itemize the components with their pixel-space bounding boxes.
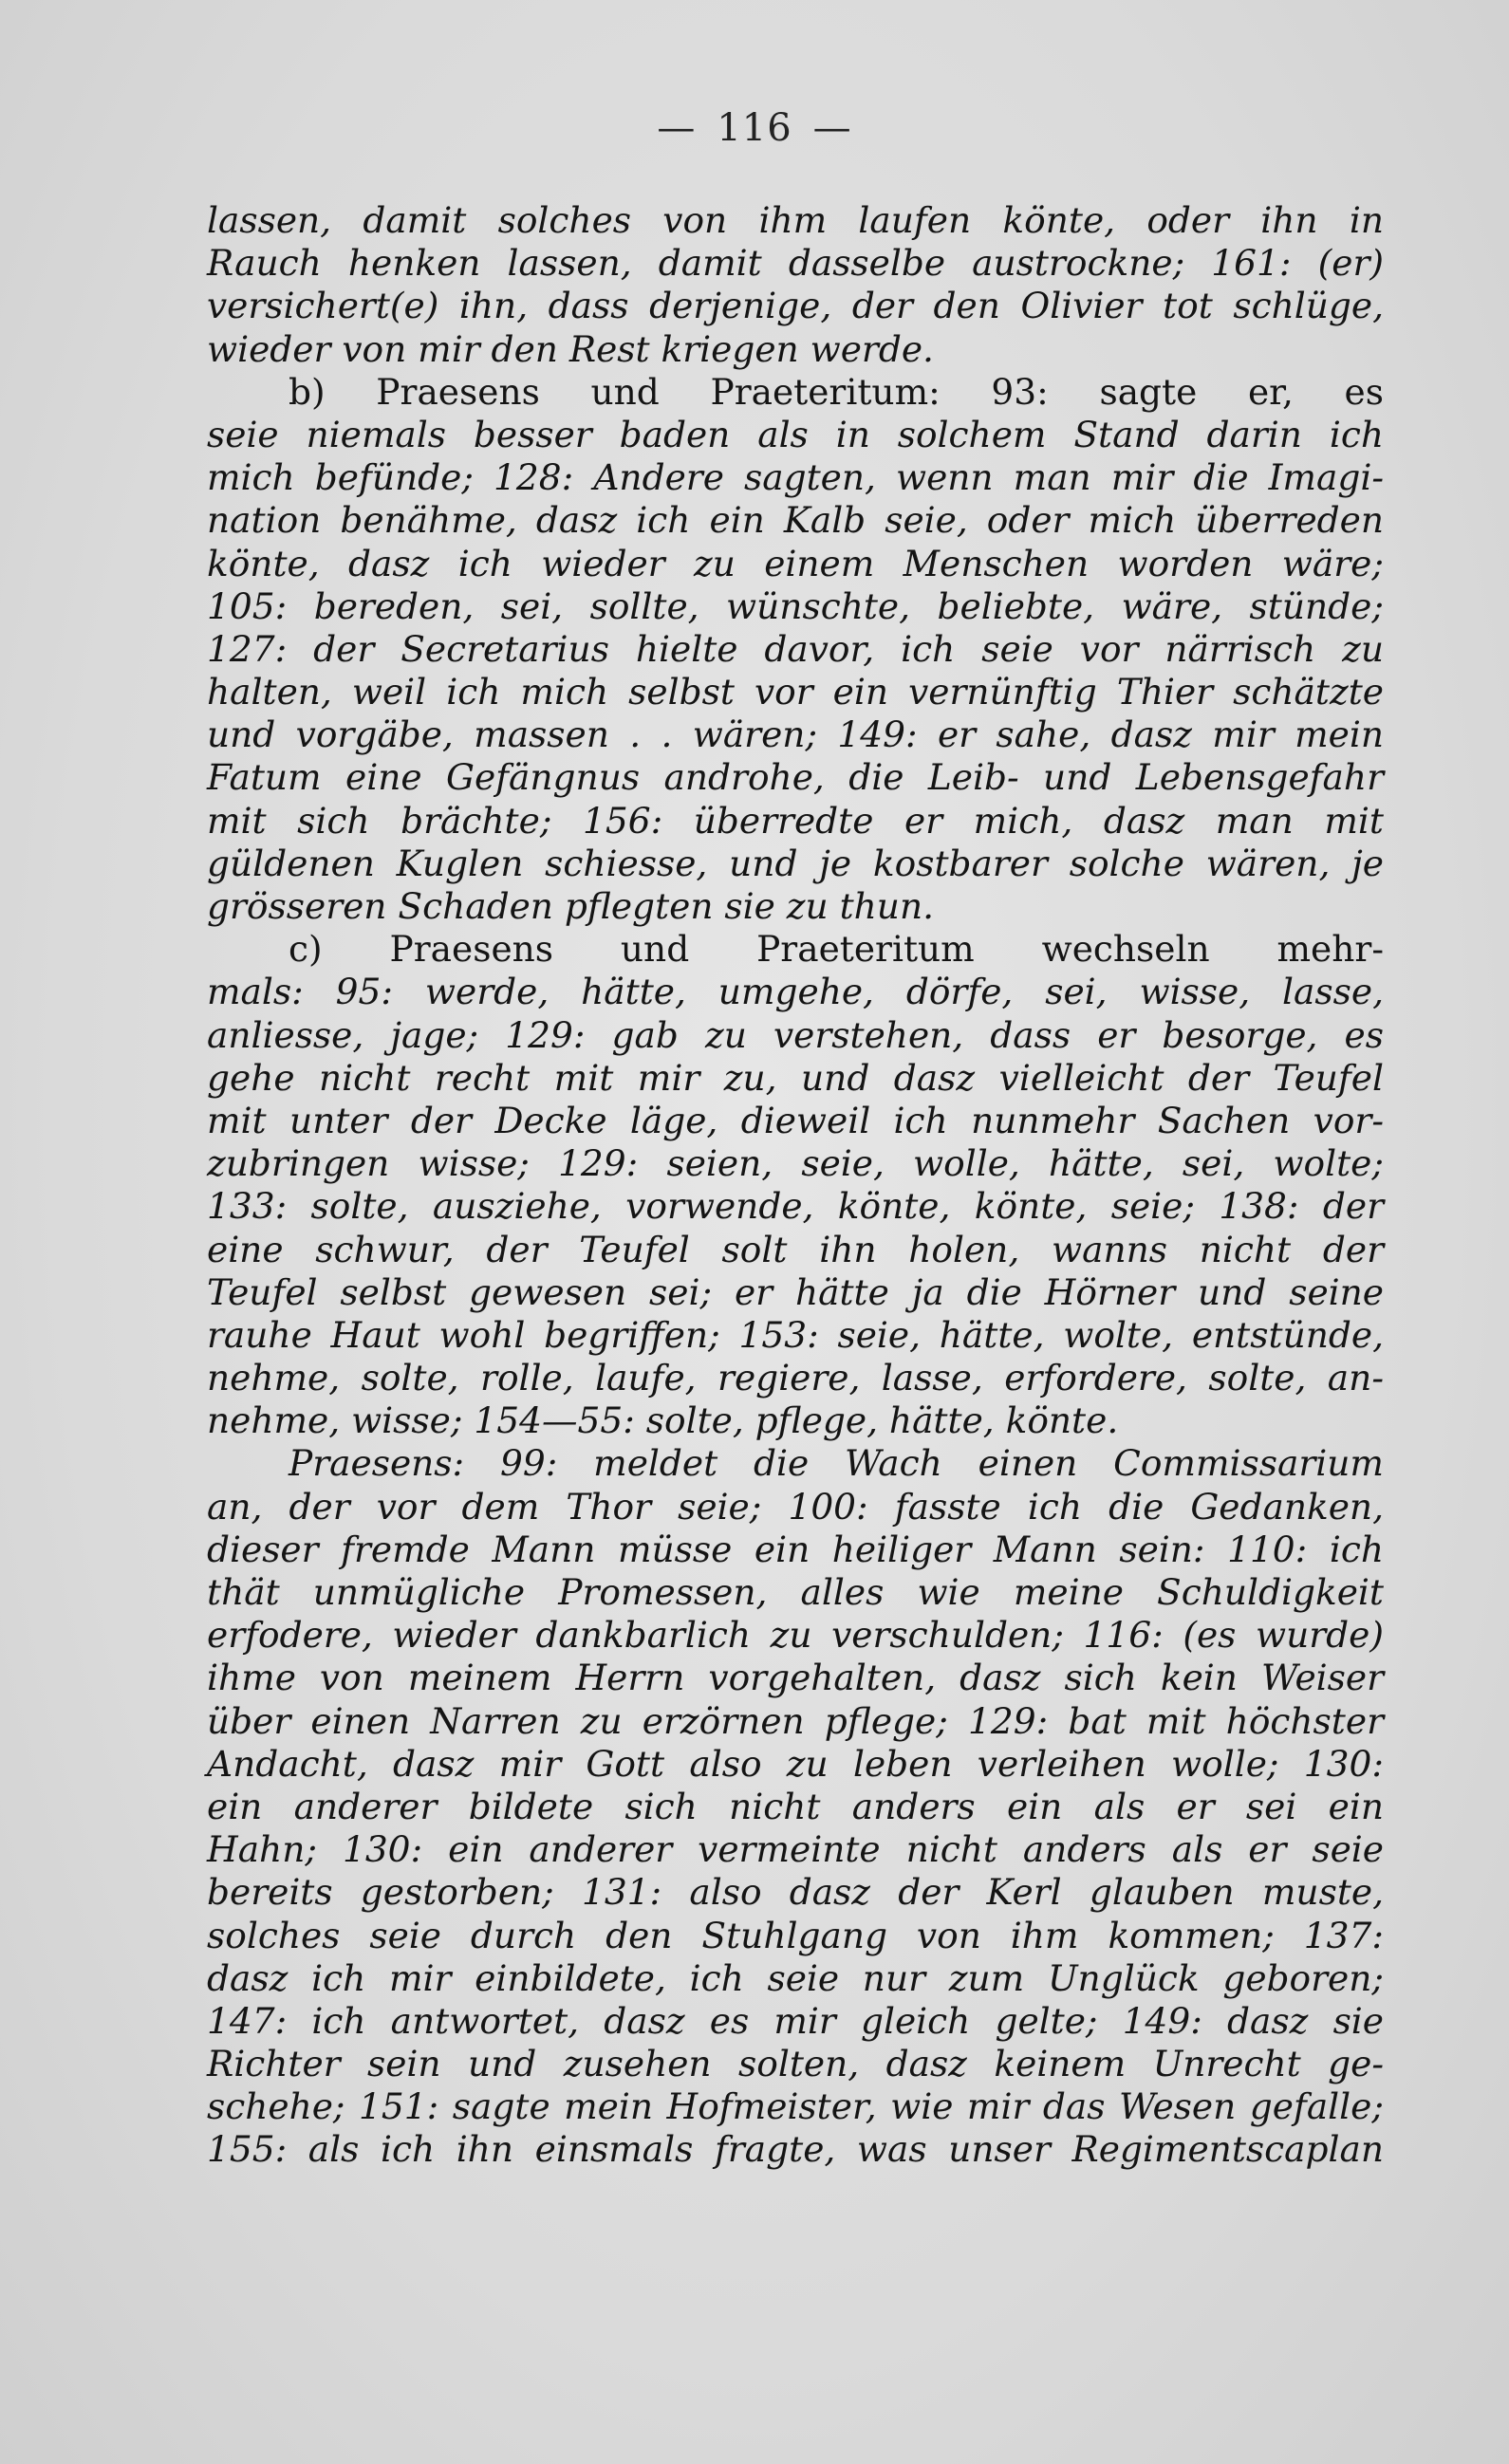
text-line: halten, weil ich mich selbst vor ein vernünftig Thier schätzte	[207, 671, 1384, 713]
text-line: mals: 95: werde, hätte, umgehe, dörfe, sei, wisse, lasse,	[207, 971, 1384, 1013]
text-line: seie niemals besser baden als in solchem Stand darin ich	[207, 413, 1384, 455]
text-line: mit unter der Decke läge, dieweil ich nunmehr Sachen vor-	[207, 1099, 1384, 1141]
text-line: gehe nicht recht mit mir zu, und dasz vielleicht der Teufel	[207, 1056, 1384, 1099]
section-heading-line: c) Praesens und Praeteritum wechseln mehr-	[289, 928, 1384, 971]
page-header	[0, 106, 1509, 150]
text-line: nehme, solte, rolle, laufe, regiere, lasse, erfordere, solte, an-	[207, 1357, 1384, 1399]
text-line: erfodere, wieder dankbarlich zu verschulden; 116: (es wurde)	[207, 1614, 1384, 1657]
text-line: Fatum eine Gefängnus androhe, die Leib- und Lebensgefahr	[207, 756, 1384, 799]
text-line: mich befünde; 128: Andere sagten, wenn man mir die Imagi-	[207, 456, 1384, 499]
text-line: Teufel selbst gewesen sei; er hätte ja die Hörner und seine	[207, 1270, 1384, 1313]
text-line: 127: der Secretarius hielte davor, ich seie vor närrisch zu	[207, 627, 1384, 670]
text-line: bereits gestorben; 131: also dasz der Kerl glauben muste,	[207, 1871, 1384, 1914]
text-line: an, der vor dem Thor seie; 100: fasste ich die Gedanken,	[207, 1485, 1384, 1528]
body-text	[207, 199, 1384, 2172]
section-heading-line: Praesens: 99: meldet die Wach einen Commissarium	[289, 1442, 1384, 1485]
text-line: und vorgäbe, massen . . wären; 149: er sahe, dasz mir mein	[207, 713, 1384, 756]
text-line: 133: solte, ausziehe, vorwende, könte, könte, seie; 138: der	[207, 1185, 1384, 1228]
header-dash-right: —	[812, 106, 852, 150]
header-dash-left: —	[657, 106, 697, 150]
text-line: 147: ich antwortet, dasz es mir gleich gelte; 149: dasz sie	[207, 1999, 1384, 2042]
text-line: könte, dasz ich wieder zu einem Menschen worden wäre;	[207, 542, 1384, 584]
text-line: wieder von mir den Rest kriegen werde.	[207, 327, 934, 370]
text-line: Rauch henken lassen, damit dasselbe austrockne; 161: (er)	[207, 242, 1384, 285]
section-heading-line: b) Praesens und Praeteritum: 93: sagte er, es	[289, 370, 1384, 413]
text-line: anliesse, jage; 129: gab zu verstehen, dass er besorge, es	[207, 1013, 1384, 1056]
text-line: solches seie durch den Stuhlgang von ihm kommen; 137:	[207, 1914, 1384, 1956]
text-line: mit sich brächte; 156: überredte er mich, dasz man mit	[207, 799, 1384, 842]
text-line: lassen, damit solches von ihm laufen könte, oder ihn in	[207, 199, 1384, 241]
text-line: dasz ich mir einbildete, ich seie nur zum Unglück geboren;	[207, 1956, 1384, 1999]
text-line: ein anderer bildete sich nicht anders ein als er sei ein	[207, 1785, 1384, 1827]
text-line: Hahn; 130: ein anderer vermeinte nicht anders als er seie	[207, 1828, 1384, 1871]
text-line: über einen Narren zu erzörnen pflege; 129: bat mit höchster	[207, 1699, 1384, 1742]
page-number: 116	[717, 106, 792, 150]
text-line: eine schwur, der Teufel solt ihn holen, wanns nicht der	[207, 1228, 1384, 1270]
text-line: Richter sein und zusehen solten, dasz keinem Unrecht ge-	[207, 2043, 1384, 2085]
text-line: thät unmügliche Promessen, alles wie meine Schuldigkeit	[207, 1571, 1384, 1613]
text-line: rauhe Haut wohl begriffen; 153: seie, hätte, wolte, entstünde,	[207, 1313, 1384, 1356]
text-line: 105: bereden, sei, sollte, wünschte, beliebte, wäre, stünde;	[207, 584, 1384, 627]
text-line: güldenen Kuglen schiesse, und je kostbarer solche wären, je	[207, 842, 1384, 884]
text-line: Andacht, dasz mir Gott also zu leben verleihen wolle; 130:	[207, 1742, 1384, 1785]
text-line: versichert(e) ihn, dass derjenige, der den Olivier tot schlüge,	[207, 285, 1384, 327]
text-line: grösseren Schaden pflegten sie zu thun.	[207, 885, 935, 927]
text-line: nation benähme, dasz ich ein Kalb seie, oder mich überreden	[207, 499, 1384, 542]
text-line: schehe; 151: sagte mein Hofmeister, wie mir das Wesen gefalle;	[207, 2085, 1384, 2128]
text-line: dieser fremde Mann müsse ein heiliger Mann sein: 110: ich	[207, 1528, 1384, 1570]
text-line: 155: als ich ihn einsmals fragte, was unser Regimentscaplan	[207, 2128, 1384, 2171]
text-line: nehme, wisse; 154—55: solte, pflege, hätte, könte.	[207, 1399, 1119, 1442]
text-line: zubringen wisse; 129: seien, seie, wolle, hätte, sei, wolte;	[207, 1142, 1384, 1185]
text-line: ihme von meinem Herrn vorgehalten, dasz sich kein Weiser	[207, 1657, 1384, 1699]
